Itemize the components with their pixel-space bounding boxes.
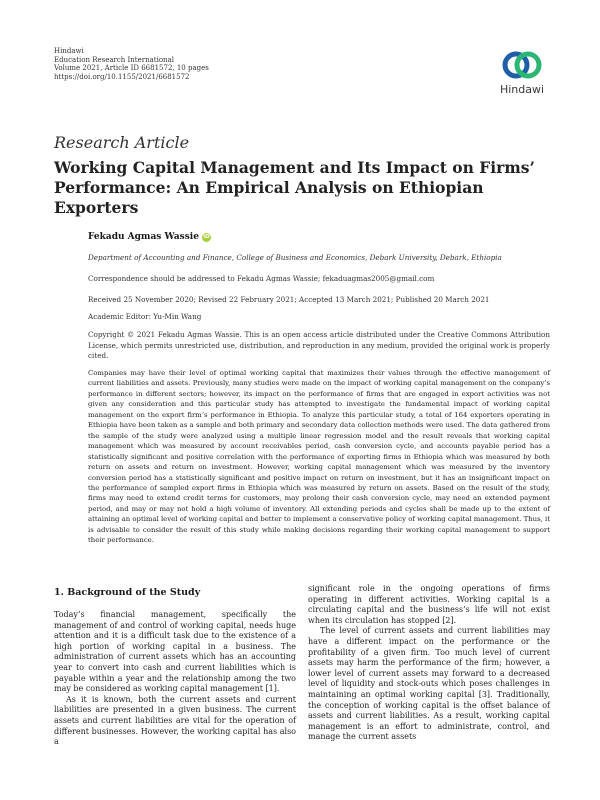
abstract: Companies may have their level of optimal working capital that maximizes their values through the effective management of current liabilities and assets. Previously, many studies were made on the impact of working capital management on the company’s performance in different sectors; however, its impact on the performance of firms that are engaged in export activities was not given any consideration and this particular study has attempted to investigate the fundamental impact of working capital management on the export firm’s performance in Ethiopia. To analyze this particular study, a total of 164 exporters operating in Ethiopia have been taken as a sample and both primary and secondary data collection methods were used. The data gathered from the sample of the study were analyzed using a multiple linear regression model and the result reveals that working capital management which was measured by account receivables period, cash conversion cycle, and accounts payable period has a statistically significant and positive correlation with the performance of exporting firms in Ethiopia which was measured by both return on assets and return on investment. However, working capital management which was measured by the inventory conversion period has a statistically significant and positive impact on return on investment, but it has an insignificant impact on the performance of sampled export firms in Ethiopia which was measured by return on assets. Based on the result of the study, firms may need to extend credit terms for customers, may prolong their cash conversion cycle, may need an extended payment period, and may or may not hold a high volume of inventory. All extending periods and cycles shall be made up to the extent of attaining an optimal level of working capital and better to implement a conservative policy of working capital management. Thus, it is advisable to consider the result of this study while making decisions regarding their working capital management to support their performance. [88, 369, 550, 545]
article-type: Research Article [54, 133, 190, 152]
paragraph: significant role in the ongoing operations of firms operating in different activities. Working capital is a circulating capital and the business’s life will not exist when its circulation has stopped [2]. [308, 584, 550, 625]
copyright-notice: Copyright © 2021 Fekadu Agmas Wassie. This is an open access article distributed under the Creative Commons Attribution License, which permits unrestricted use, distribution, and reproduction in any medium, provided the original work is properly cited. [88, 330, 550, 360]
paragraph: Today’s financial management, specifically the management of and control of working capital, needs huge attention and it is a difficult task due to the existence of a high portion of working capital in a business. The administration of current assets which has an accounting year to convert into cash and current liabilities which is payable within a year and the relationship among the two may be considered as working capital management [1]. [54, 610, 296, 694]
orcid-icon[interactable]: iD [203, 234, 210, 240]
section-heading: 1. Background of the Study [54, 587, 201, 598]
logo-text: Hindawi [499, 83, 545, 96]
body-column-right [308, 584, 550, 743]
body-column-left [54, 610, 296, 748]
correspondence: Correspondence should be addressed to Fekadu Agmas Wassie; fekaduagmas2005@gmail.com [88, 274, 435, 283]
journal-info [54, 47, 209, 81]
article-dates: Received 25 November 2020; Revised 22 February 2021; Accepted 13 March 2021; Published 20 March 2021 [88, 295, 490, 304]
journal-name: Education Research International [54, 55, 174, 64]
affiliation: Department of Accounting and Finance, College of Business and Economics, Debark University, Debark, Ethiopia [88, 253, 502, 262]
hindawi-logo-icon [502, 48, 542, 82]
publisher-name: Hindawi [54, 47, 84, 55]
doi-link[interactable]: https://doi.org/10.1155/2021/6681572 [54, 72, 190, 81]
article-title: Working Capital Management and Its Impact on Firms’ Performance: An Empirical Analysis on Ethiopian Exporters [54, 158, 535, 217]
paragraph: As it is known, both the current assets and current liabilities are presented in a given business. The current assets and current liabilities are vital for the operation of different businesses. However, the working capital has also a [54, 694, 296, 747]
academic-editor: Academic Editor: Yu-Min Wang [88, 312, 202, 321]
author-name[interactable]: Fekadu Agmas Wassie [88, 232, 199, 242]
hindawi-logo [498, 48, 546, 96]
paragraph: The level of current assets and current liabilities may have a different impact on the performance or the profitability of a given firm. Too much level of current assets may harm the performance of the firm; however, a lower level of current assets may forward to a decreased level of liquidity and stock-outs which poses challenges in maintaining an optimal working capital [3]. Traditionally, the conception of working capital is the offset balance of assets and current liabilities. As a result, working capital management is an effort to administrate, control, and manage the current assets [308, 626, 550, 742]
author-line [88, 232, 211, 242]
volume-info: Volume 2021, Article ID 6681572, 10 pages [54, 64, 209, 73]
